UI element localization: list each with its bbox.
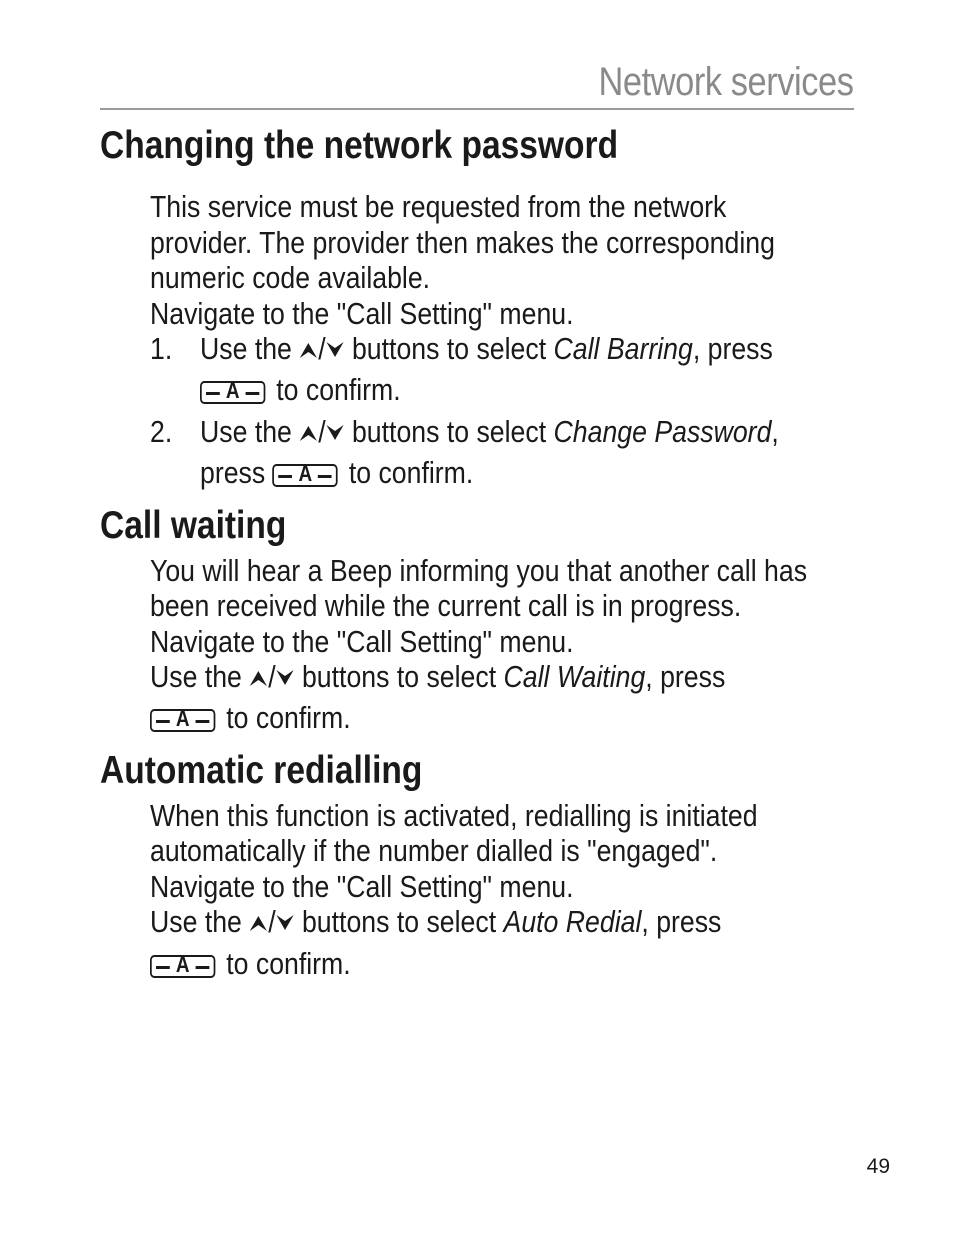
instruction-text: to confirm.: [226, 700, 351, 735]
separator-text: /: [268, 904, 276, 939]
menu-item-call-barring: Call Barring: [553, 331, 693, 366]
separator-text: /: [268, 659, 276, 694]
step-text: press: [200, 455, 266, 490]
arrow-up-icon: [249, 913, 268, 933]
step-line: [200, 372, 401, 408]
section-title-automatic-redialling: Automatic redialling: [100, 749, 423, 792]
arrow-down-icon: [326, 423, 345, 443]
confirm-key-icon: A: [150, 709, 215, 732]
instruction-text: , press: [645, 659, 726, 694]
paragraph-line: automatically if the number dialled is "engaged".: [150, 833, 718, 868]
instruction-line: [150, 659, 725, 695]
paragraph-line: This service must be requested from the network: [150, 189, 727, 224]
step-text: ,: [771, 414, 779, 449]
instruction-line: [150, 700, 351, 736]
arrow-down-icon: [326, 340, 345, 360]
step-text: Use the: [200, 331, 292, 366]
instruction-text: Use the: [150, 904, 242, 939]
arrow-up-icon: [249, 668, 268, 688]
page-header-title: Network services: [598, 60, 854, 104]
paragraph-line: been received while the current call is in progress.: [150, 588, 742, 623]
paragraph-line: When this function is activated, redialling is initiated: [150, 798, 758, 833]
instruction-text: buttons to select: [301, 904, 497, 939]
instruction-text: , press: [641, 904, 722, 939]
confirm-key-icon: A: [200, 381, 265, 404]
instruction-text: to confirm.: [226, 946, 351, 981]
step-line: [200, 455, 473, 491]
step-number: 1.: [150, 331, 173, 366]
paragraph-line: numeric code available.: [150, 260, 431, 295]
separator-text: /: [318, 414, 326, 449]
paragraph-line: Navigate to the "Call Setting" menu.: [150, 296, 574, 331]
section-title-network-password: Changing the network password: [100, 124, 619, 167]
step-text: , press: [692, 331, 773, 366]
step-text: buttons to select: [351, 331, 547, 366]
step-text: Use the: [200, 414, 292, 449]
step-text: to confirm.: [348, 455, 474, 490]
menu-item-change-password: Change Password: [553, 414, 772, 449]
paragraph-line: Navigate to the "Call Setting" menu.: [150, 869, 574, 904]
paragraph-line: Navigate to the "Call Setting" menu.: [150, 624, 574, 659]
step-number: 2.: [150, 414, 173, 449]
arrow-down-icon: [276, 913, 295, 933]
arrow-down-icon: [276, 668, 295, 688]
step-line: [200, 331, 773, 367]
arrow-up-icon: [299, 340, 318, 360]
instruction-text: Use the: [150, 659, 242, 694]
paragraph-line: You will hear a Beep informing you that another call has: [150, 553, 808, 588]
step-text: buttons to select: [351, 414, 547, 449]
confirm-key-icon: A: [273, 464, 338, 487]
step-line: [200, 414, 779, 450]
page-number: 49: [866, 1155, 890, 1178]
confirm-key-icon: A: [150, 955, 215, 978]
instruction-text: buttons to select: [301, 659, 497, 694]
separator-text: /: [318, 331, 326, 366]
instruction-line: [150, 946, 351, 982]
instruction-line: [150, 904, 721, 940]
arrow-up-icon: [299, 423, 318, 443]
header-divider: [100, 108, 854, 110]
menu-item-call-waiting: Call Waiting: [503, 659, 646, 694]
menu-item-auto-redial: Auto Redial: [503, 904, 642, 939]
paragraph-line: provider. The provider then makes the corresponding: [150, 225, 775, 260]
step-text: to confirm.: [276, 372, 401, 407]
section-title-call-waiting: Call waiting: [100, 504, 287, 547]
